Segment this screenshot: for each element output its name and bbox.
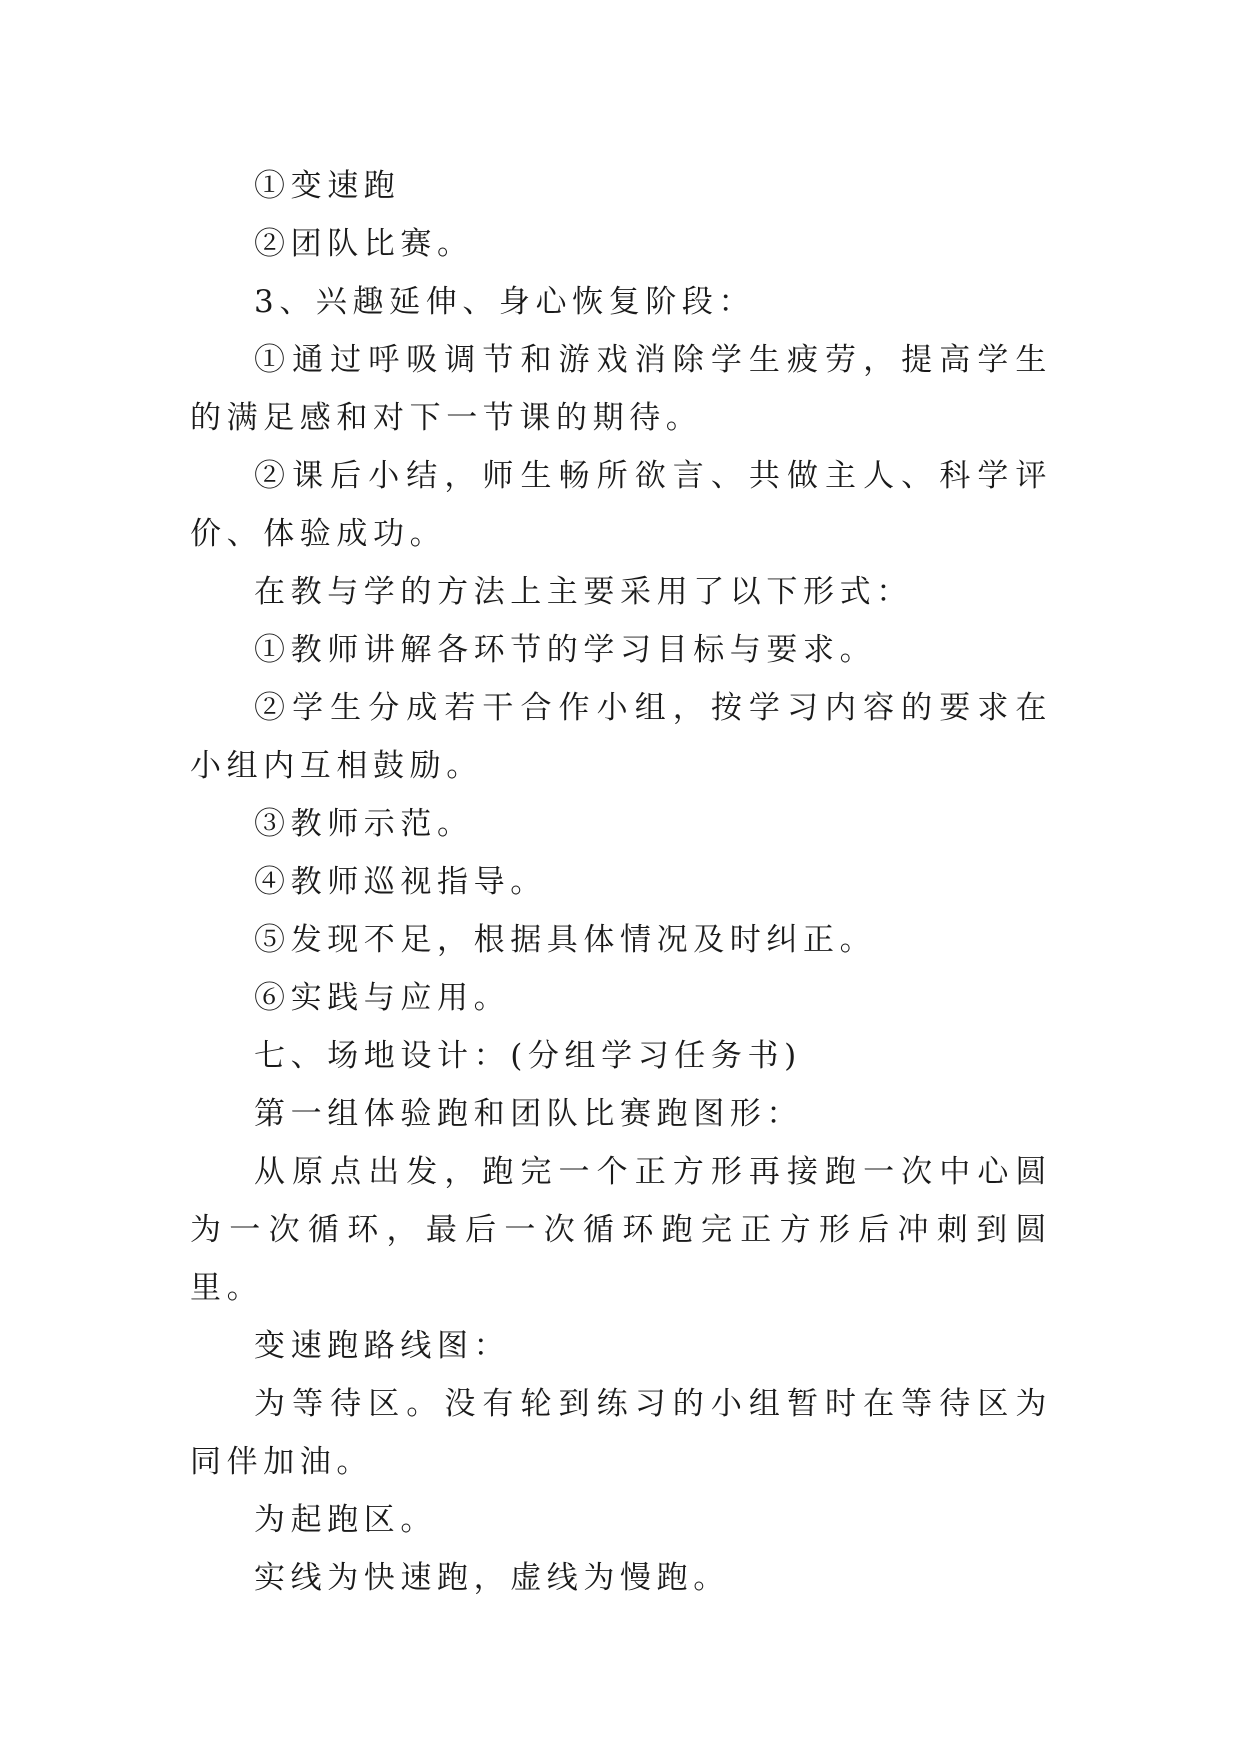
paragraph-4: ①通过呼吸调节和游戏消除学生疲劳，提高学生的满足感和对下一节课的期待。 — [190, 342, 1052, 436]
paragraph-5: ②课后小结，师生畅所欲言、共做主人、科学评价、体验成功。 — [190, 458, 1052, 552]
paragraph-13: 七、场地设计：(分组学习任务书) — [254, 1038, 802, 1074]
paragraph-15: 从原点出发，跑完一个正方形再接跑一次中心圆为一次循环，最后一次循环跑完正方形后冲刺到圆里。 — [190, 1154, 1052, 1306]
paragraph-12: ⑥实践与应用。 — [254, 980, 511, 1016]
paragraph-8: ②学生分成若干合作小组，按学习内容的要求在小组内互相鼓励。 — [190, 690, 1052, 784]
paragraph-7: ①教师讲解各环节的学习目标与要求。 — [254, 632, 877, 668]
paragraph-6: 在教与学的方法上主要采用了以下形式： — [254, 574, 913, 610]
paragraph-10: ④教师巡视指导。 — [254, 864, 547, 900]
paragraph-2: ②团队比赛。 — [254, 226, 474, 262]
paragraph-9: ③教师示范。 — [254, 806, 474, 842]
paragraph-19: 实线为快速跑，虚线为慢跑。 — [254, 1560, 730, 1596]
paragraph-14: 第一组体验跑和团队比赛跑图形： — [254, 1096, 803, 1132]
paragraph-18: 为起跑区。 — [254, 1502, 437, 1538]
paragraph-1: ①变速跑 — [254, 168, 401, 204]
document-body — [190, 157, 1052, 1607]
paragraph-17: 为等待区。没有轮到练习的小组暂时在等待区为同伴加油。 — [190, 1386, 1052, 1480]
paragraph-3: 3、兴趣延伸、身心恢复阶段： — [254, 284, 756, 320]
paragraph-16: 变速跑路线图： — [254, 1328, 511, 1364]
paragraph-11: ⑤发现不足，根据具体情况及时纠正。 — [254, 922, 877, 958]
